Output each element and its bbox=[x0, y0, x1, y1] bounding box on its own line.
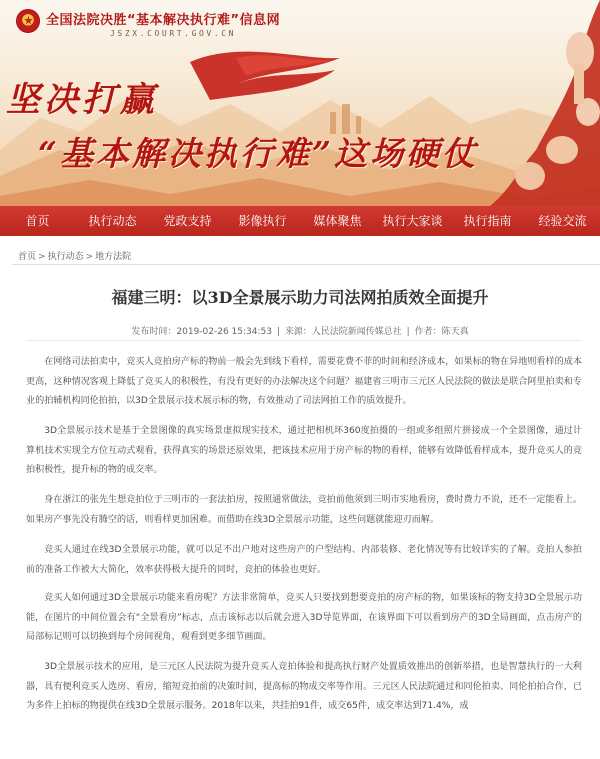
raised-hands-graphic bbox=[450, 0, 600, 206]
breadcrumb-home-link[interactable]: 首页 bbox=[18, 252, 37, 262]
breadcrumb-news-link[interactable]: 执行动态 bbox=[47, 252, 84, 262]
page-bottom bbox=[0, 748, 600, 759]
article-paragraph: 竞买人如何通过3D全景展示功能来看房呢？方法非常简单，竞买人只要找到想要竞拍的房产标的物，如果该标的物支持3D全景展示功能，在图片的中间位置会有“全景看房”标志，点击该标志以后就会进入3D导览界面，在该界面下可以看到房产的3D全局画面，点击房产的局部标记则可以切换到每个房间视角，观看到更多细节画面。 bbox=[26, 593, 582, 642]
header-banner bbox=[0, 0, 600, 206]
nav-item-execution-news[interactable]: 执行动态 bbox=[88, 214, 137, 228]
publish-time: 发布时间：2019-02-26 15:34:53 bbox=[131, 327, 272, 337]
meta-separator: | bbox=[276, 327, 280, 337]
breadcrumb-separator: > bbox=[85, 252, 94, 262]
nav-item-execution-guide[interactable]: 执行指南 bbox=[463, 214, 512, 228]
article-paragraph: 在网络司法拍卖中，竞买人竞拍房产标的物前一般会先到线下看样，需要花费不菲的时间和经济成本，如果标的物在异地则看样的成本更高，这种情况客观上降低了竞买人的积极性，有没有更好的办法解决这个问题？福建省三明市三元区人民法院的做法是联合阿里拍卖和专业的拍辅机构同伦拍拍，以3D全景展示技术展示标的物，有效推动了司法网拍工作的质效提升。 bbox=[26, 357, 582, 406]
breadcrumb-local-courts-link[interactable]: 地方法院 bbox=[95, 252, 132, 262]
nav-item-party-support[interactable]: 党政支持 bbox=[163, 214, 212, 228]
nav-item-video-execution[interactable]: 影像执行 bbox=[238, 214, 287, 228]
breadcrumb bbox=[18, 249, 131, 262]
site-domain: JSZX.COURT.GOV.CN bbox=[110, 29, 237, 38]
article-source: 来源：人民法院新闻传媒总社 bbox=[284, 327, 402, 337]
article-meta bbox=[0, 324, 600, 337]
court-emblem-icon[interactable] bbox=[16, 9, 40, 33]
nav-item-media-focus[interactable]: 媒体聚焦 bbox=[313, 214, 362, 228]
nav-item-experience-exchange[interactable]: 经验交流 bbox=[538, 214, 587, 228]
slogan-line-2: “基本解决执行难”这场硬仗 bbox=[38, 134, 478, 173]
site-title[interactable]: 全国法院决胜“基本解决执行难”信息网 bbox=[46, 13, 281, 28]
slogan-line-1: 坚决打赢 bbox=[6, 80, 158, 120]
article-paragraph: 3D全景展示技术的应用，是三元区人民法院为提升竞买人竞拍体验和提高执行财产处置质效推出的创新举措，也是智慧执行的一大利器，具有便利竞买人选房、看房，缩短竞拍前的决策时间，提高标的物成交率等作用。三元区人民法院通过和同伦拍卖、同伦拍拍合作，已为多件上拍标的物提供在线3D全景展示服务。2018年以来，共挂拍91件，成交65件，成交率达到71.4%，成 bbox=[26, 662, 582, 711]
main-nav bbox=[0, 206, 600, 236]
meta-separator: | bbox=[406, 327, 410, 337]
meta-divider bbox=[26, 340, 582, 341]
article-author: 作者：陈天真 bbox=[414, 327, 469, 337]
breadcrumb-separator: > bbox=[38, 252, 46, 262]
article-paragraph: 身在浙江的张先生想竞拍位于三明市的一套法拍房，按照通常做法，竞拍前他须到三明市实地看房，费时费力不说，还不一定能看上。如果房产事先没有腾空的话，则看样更加困难。而借助在线3D全景展示功能，这些问题就能迎刃而解。 bbox=[26, 495, 582, 525]
article-paragraph: 3D全景展示技术是基于全景图像的真实场景虚拟现实技术，通过把相机环360度拍摄的一组或多组照片拼接成一个全景图像，通过计算机技术实现全方位互动式观看，获得真实的场景还原效果，把该技术应用于房产标的物的看样，能够有效降低看样成本，提升竞买人的竞拍积极性，提升标的物的成交率。 bbox=[26, 426, 582, 475]
article-title: 福建三明：以3D全景展示助力司法网拍质效全面提升 bbox=[111, 288, 489, 307]
nav-item-home[interactable]: 首页 bbox=[25, 214, 50, 228]
breadcrumb-divider bbox=[12, 264, 600, 265]
nav-item-discussion[interactable]: 执行大家谈 bbox=[382, 214, 443, 228]
article-paragraph: 竞买人通过在线3D全景展示功能，就可以足不出户地对这些房产的户型结构、内部装修、老化情况等有比较详实的了解。竞拍人参拍前的准备工作被大大简化，效率获得极大提升的同时，竞拍的体验也更好。 bbox=[26, 545, 582, 575]
